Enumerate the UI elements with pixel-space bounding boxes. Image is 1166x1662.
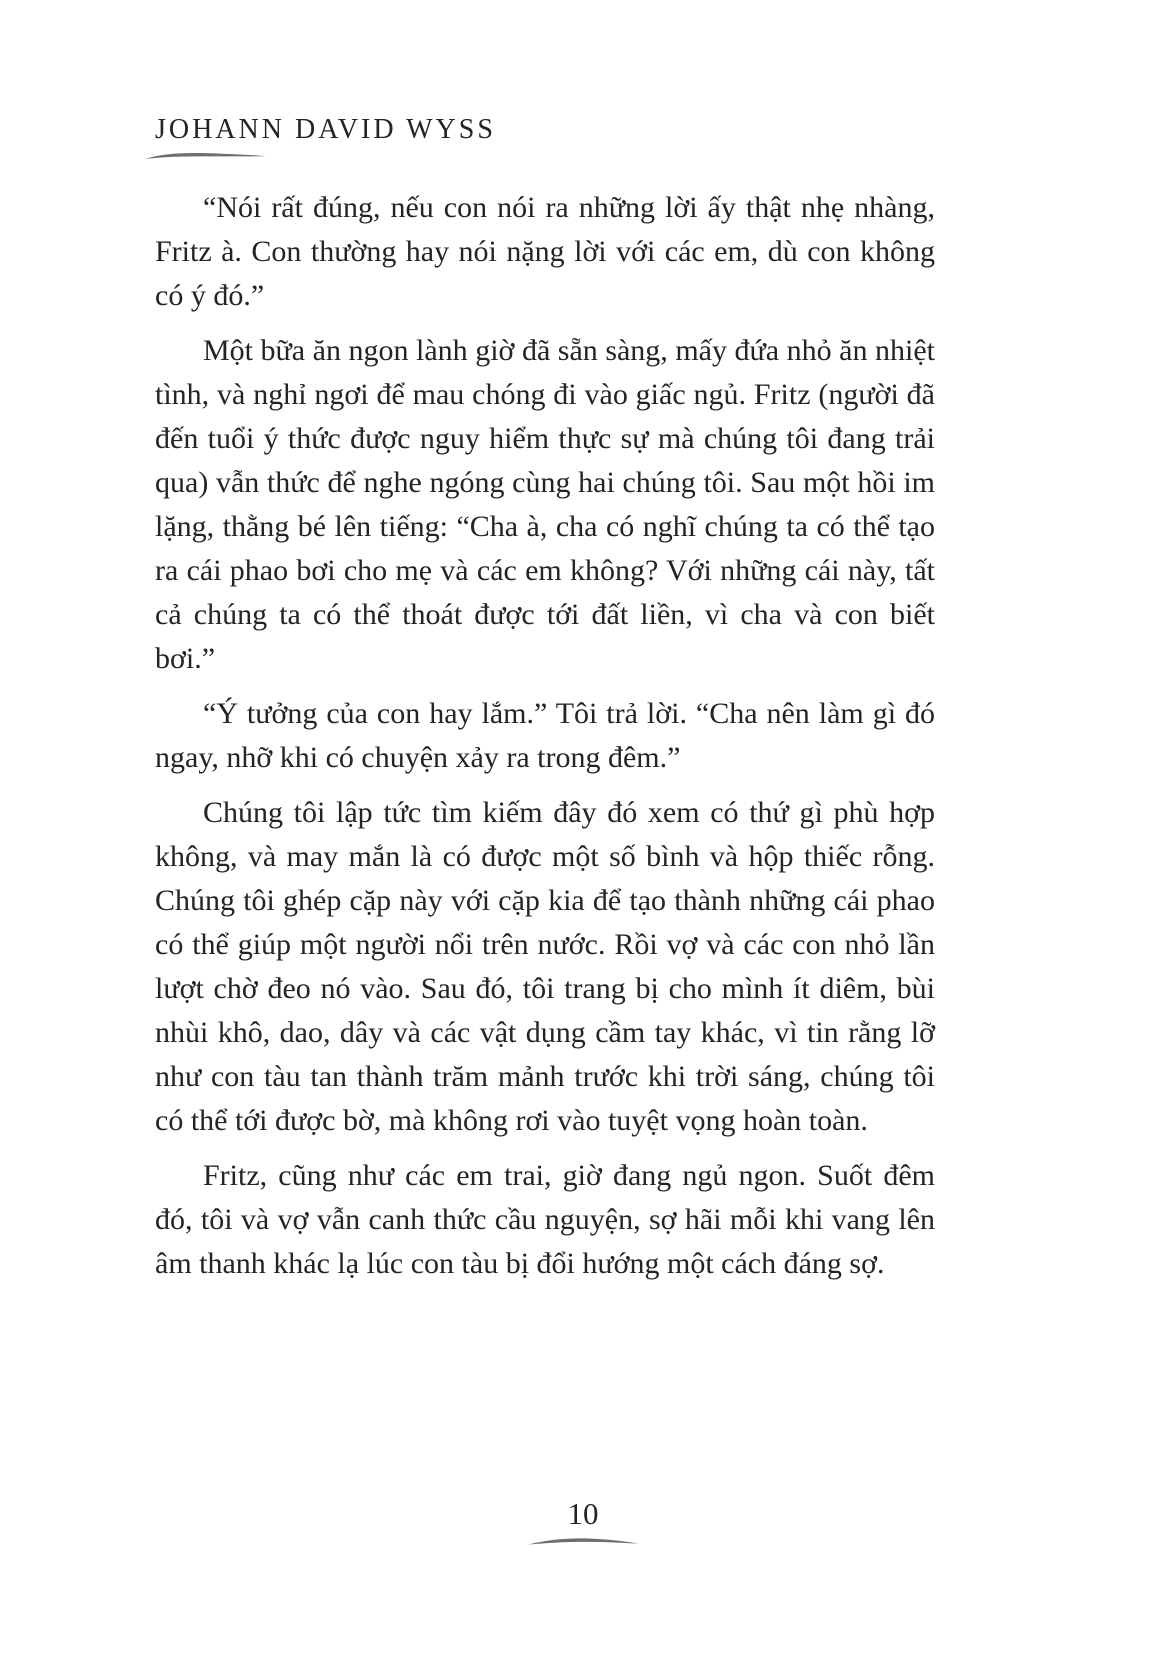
paragraph: Fritz, cũng như các em trai, giờ đang ngủ ngon. Suốt đêm đó, tôi và vợ vẫn canh thức cầu nguyện, sợ hãi mỗi khi vang lên âm thanh khác lạ lúc con tàu bị đổi hướng một cách đáng sợ. (155, 1159, 935, 1280)
paragraph: Chúng tôi lập tức tìm kiếm đây đó xem có thứ gì phù hợp không, và may mắn là có được một số bình và hộp thiếc rỗng. Chúng tôi ghép cặp này với cặp kia để tạo thành những cái phao có thể giúp một người nổi trên nước. Rồi vợ và các con nhỏ lần lượt chờ đeo nó vào. Sau đó, tôi trang bị cho mình ít diêm, bùi nhùi khô, dao, dây và các vật dụng cầm tay khác, vì tin rằng lỡ như con tàu tan thành trăm mảnh trước khi trời sáng, chúng tôi có thể tới được bờ, mà không rơi vào tuyệt vọng hoàn toàn. (155, 796, 935, 1137)
page-footer (0, 1496, 1166, 1547)
page-header (155, 114, 496, 163)
header-underline-ornament (145, 149, 267, 163)
author-running-head: JOHANN DAVID WYSS (155, 114, 496, 145)
footer-ornament (528, 1536, 638, 1547)
page-number: 10 (567, 1496, 599, 1531)
paragraph: “Ý tưởng của con hay lắm.” Tôi trả lời. “Cha nên làm gì đó ngay, nhỡ khi có chuyện xảy ra trong đêm.” (155, 697, 935, 774)
paragraph: “Nói rất đúng, nếu con nói ra những lời ấy thật nhẹ nhàng, Fritz à. Con thường hay nói nặng lời với các em, dù con không có ý đó.” (155, 191, 935, 312)
page-body (155, 186, 935, 1297)
paragraph: Một bữa ăn ngon lành giờ đã sẵn sàng, mấy đứa nhỏ ăn nhiệt tình, và nghỉ ngơi để mau chóng đi vào giấc ngủ. Fritz (người đã đến tuổi ý thức được nguy hiểm thực sự mà chúng tôi đang trải qua) vẫn thức để nghe ngóng cùng hai chúng tôi. Sau một hồi im lặng, thằng bé lên tiếng: “Cha à, cha có nghĩ chúng ta có thể tạo ra cái phao bơi cho mẹ và các em không? Với những cái này, tất cả chúng ta có thể thoát được tới đất liền, vì cha và con biết bơi.” (155, 334, 935, 675)
